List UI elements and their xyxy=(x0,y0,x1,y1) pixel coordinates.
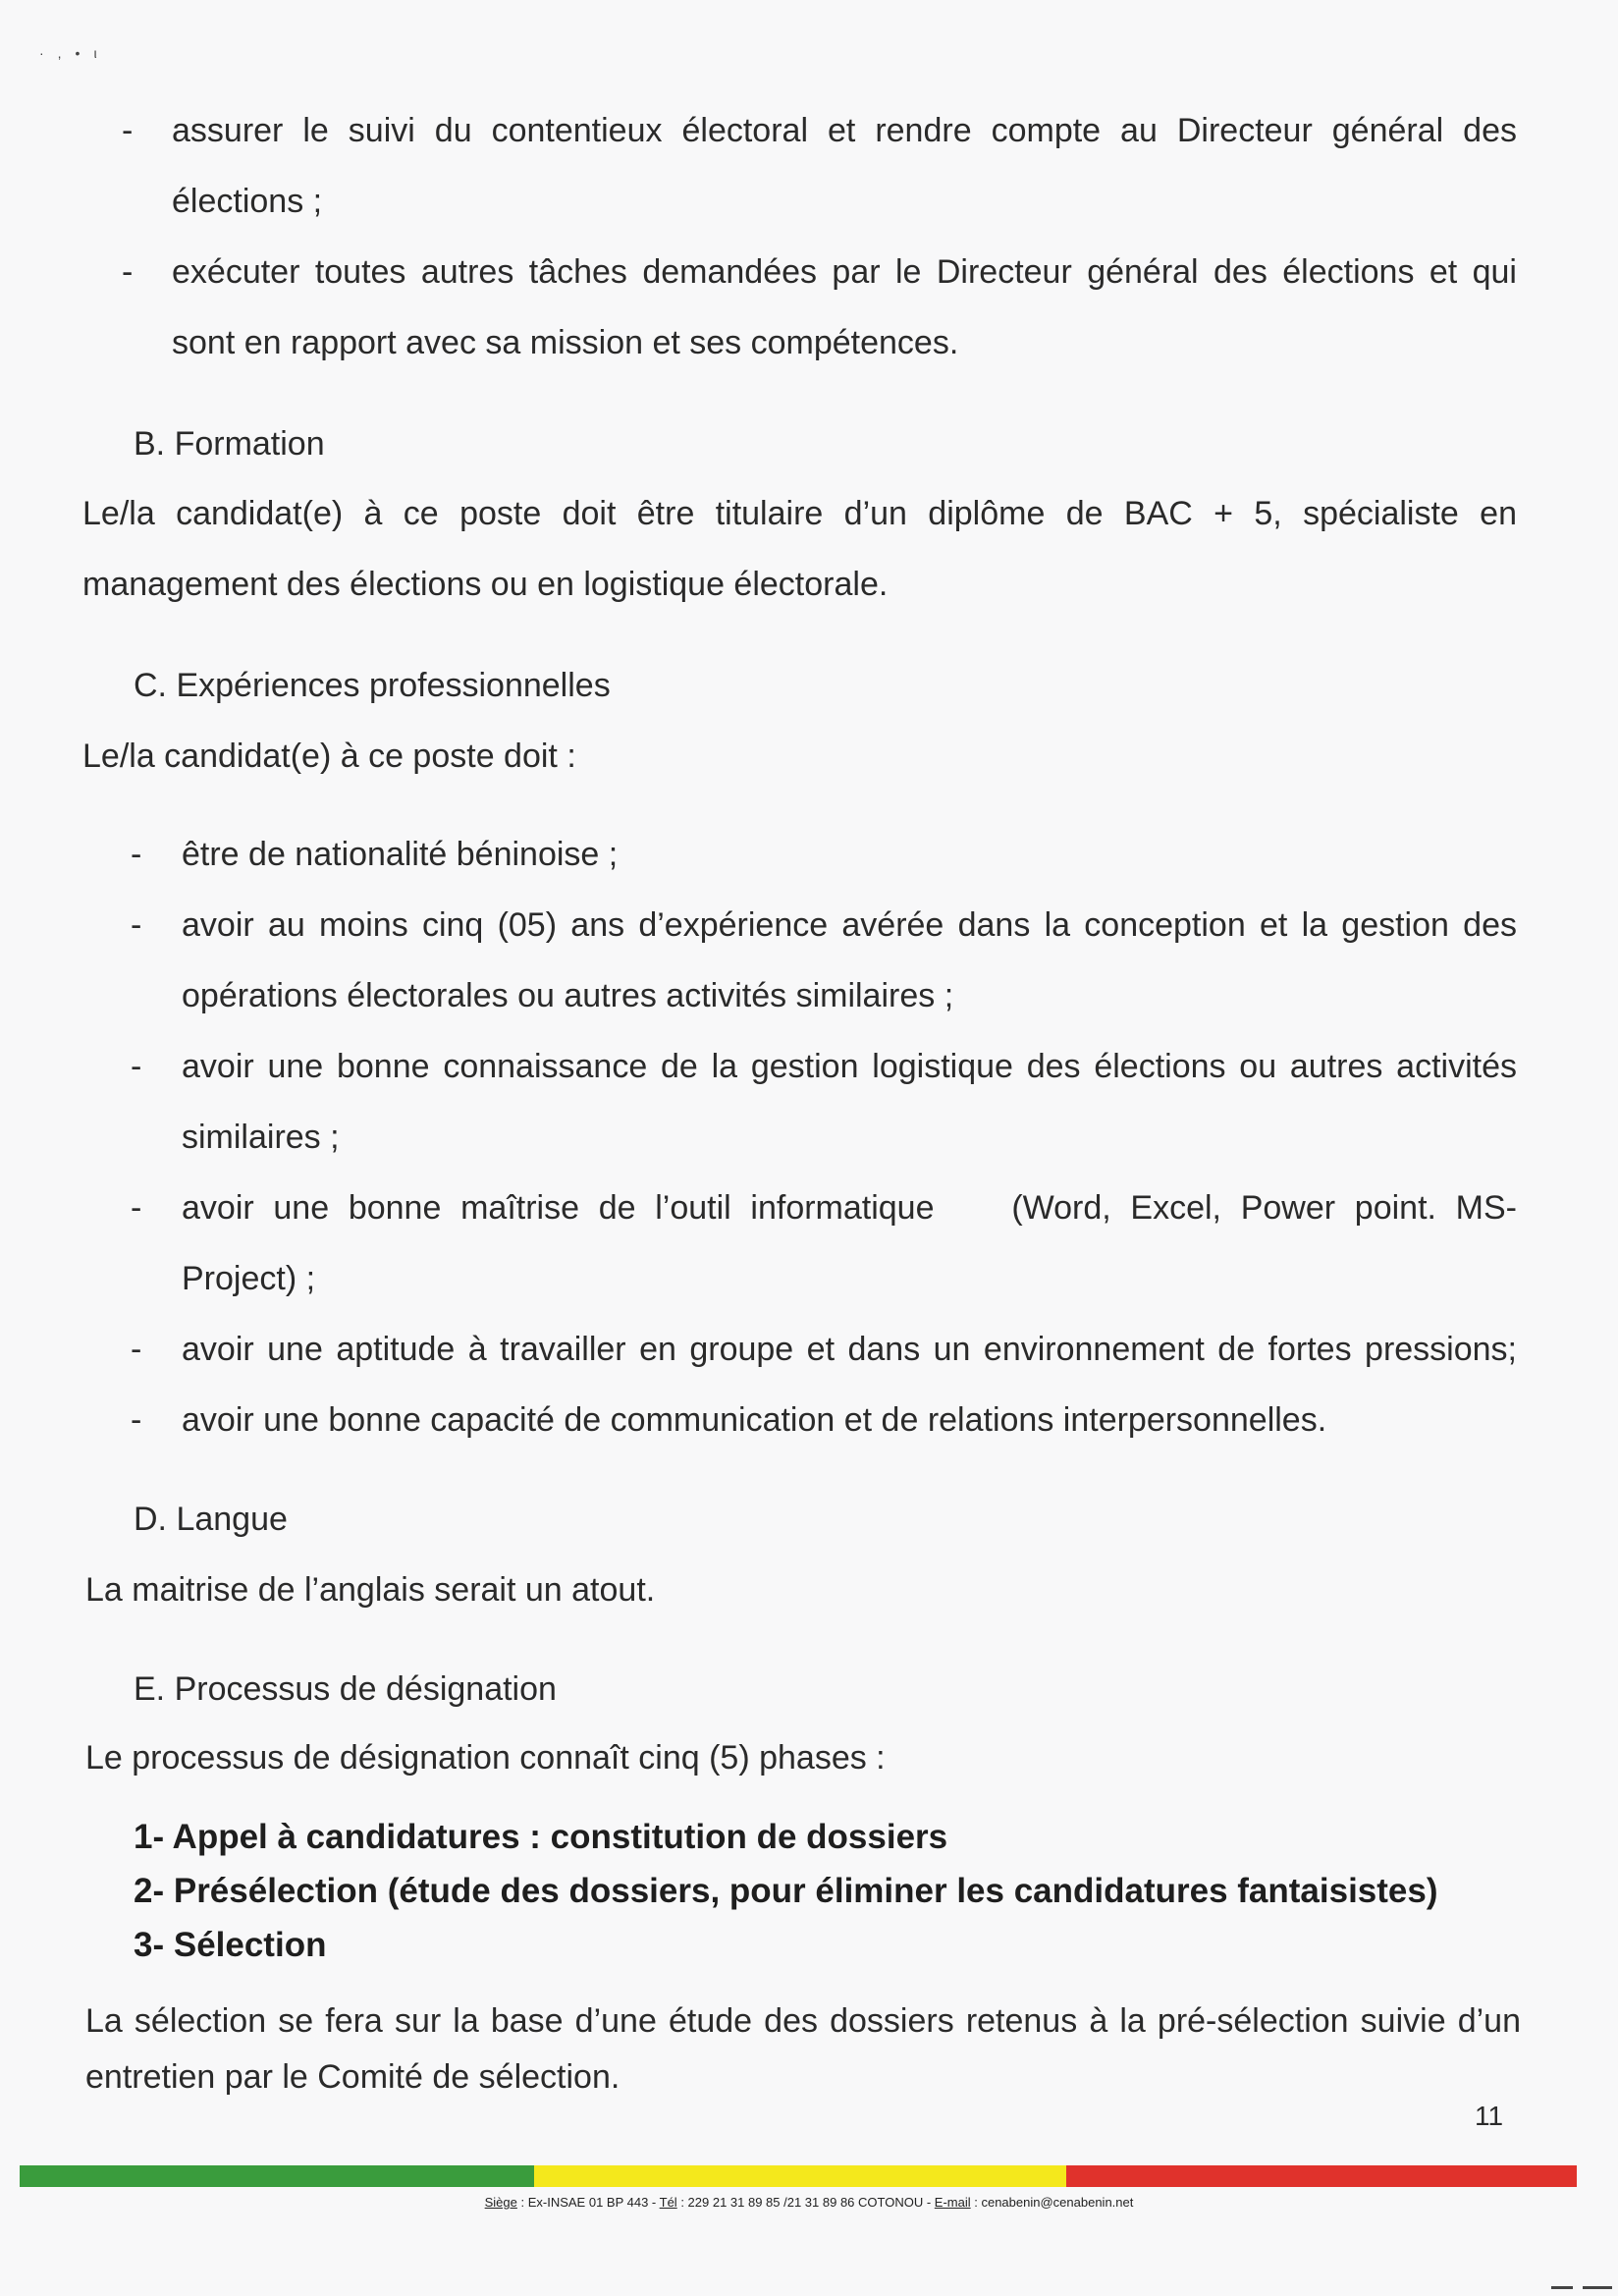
footer-siege-value: : Ex-INSAE 01 BP 443 - xyxy=(516,2195,660,2210)
scan-specks: ·,•ι xyxy=(39,45,111,61)
bullet-text: Project) ; xyxy=(182,1260,316,1297)
section-heading-experiences: C. Expériences professionnelles xyxy=(134,667,611,704)
flag-stripe-red xyxy=(1066,2165,1577,2187)
scan-mark xyxy=(1583,2286,1612,2289)
phase-item: 2- Présélection (étude des dossiers, pour éliminer les candidatures fantaisistes) xyxy=(134,1872,1438,1910)
footer-address xyxy=(0,2195,1618,2211)
footer-email-label: E-mail xyxy=(934,2195,971,2210)
bullet-dash: - xyxy=(122,253,134,291)
flag-stripe-green xyxy=(20,2165,534,2187)
paragraph-text: management des élections ou en logistique électorale. xyxy=(82,566,889,603)
bullet-text: être de nationalité béninoise ; xyxy=(182,836,619,873)
paragraph-text: La maitrise de l’anglais serait un atout. xyxy=(85,1571,656,1609)
bullet-text: avoir une bonne maîtrise de l’outil informatique (Word, Excel, Power point. MS- xyxy=(182,1189,1517,1227)
paragraph-text: entretien par le Comité de sélection. xyxy=(85,2058,620,2096)
phase-item: 1- Appel à candidatures : constitution de dossiers xyxy=(134,1818,948,1856)
phase-item: 3- Sélection xyxy=(134,1926,327,1964)
flag-stripe-yellow xyxy=(534,2165,1066,2187)
bullet-text: avoir au moins cinq (05) ans d’expérience avérée dans la conception et la gestion des xyxy=(182,906,1517,944)
footer-tel-label: Tél xyxy=(659,2195,677,2210)
footer-siege-label: Siège xyxy=(484,2195,517,2210)
section-heading-langue: D. Langue xyxy=(134,1501,288,1538)
footer-tel-value: : 229 21 31 89 85 /21 31 89 86 COTONOU - xyxy=(676,2195,935,2210)
bullet-text: exécuter toutes autres tâches demandées par le Directeur général des élections et qui xyxy=(172,253,1517,291)
bullet-text: similaires ; xyxy=(182,1119,340,1156)
bullet-dash: - xyxy=(131,1189,142,1227)
section-heading-processus: E. Processus de désignation xyxy=(134,1670,557,1708)
bullet-dash: - xyxy=(131,906,142,944)
paragraph-text: Le/la candidat(e) à ce poste doit : xyxy=(82,738,576,775)
bullet-text: avoir une bonne connaissance de la gestion logistique des élections ou autres activités xyxy=(182,1048,1517,1085)
bullet-dash: - xyxy=(122,112,134,149)
section-heading-formation: B. Formation xyxy=(134,425,325,463)
scan-mark xyxy=(1551,2286,1573,2289)
bullet-text: avoir une bonne capacité de communication et de relations interpersonnelles. xyxy=(182,1401,1327,1439)
bullet-text: assurer le suivi du contentieux électoral et rendre compte au Directeur général des xyxy=(172,112,1517,149)
page-number: 11 xyxy=(1475,2101,1504,2131)
paragraph-text: La sélection se fera sur la base d’une étude des dossiers retenus à la pré-sélection suivie d’un xyxy=(85,2002,1521,2040)
paragraph-text: Le processus de désignation connaît cinq (5) phases : xyxy=(85,1739,886,1777)
bullet-dash: - xyxy=(131,1401,142,1439)
bullet-dash: - xyxy=(131,1048,142,1085)
footer-email-value: : cenabenin@cenabenin.net xyxy=(970,2195,1134,2210)
bullet-text: opérations électorales ou autres activités similaires ; xyxy=(182,977,954,1014)
bullet-text: avoir une aptitude à travailler en groupe et dans un environnement de fortes pressions; xyxy=(182,1331,1517,1368)
bullet-text: sont en rapport avec sa mission et ses compétences. xyxy=(172,324,959,361)
bullet-dash: - xyxy=(131,836,142,873)
bullet-text: élections ; xyxy=(172,183,323,220)
bullet-dash: - xyxy=(131,1331,142,1368)
paragraph-text: Le/la candidat(e) à ce poste doit être titulaire d’un diplôme de BAC + 5, spécialiste en xyxy=(82,495,1517,532)
